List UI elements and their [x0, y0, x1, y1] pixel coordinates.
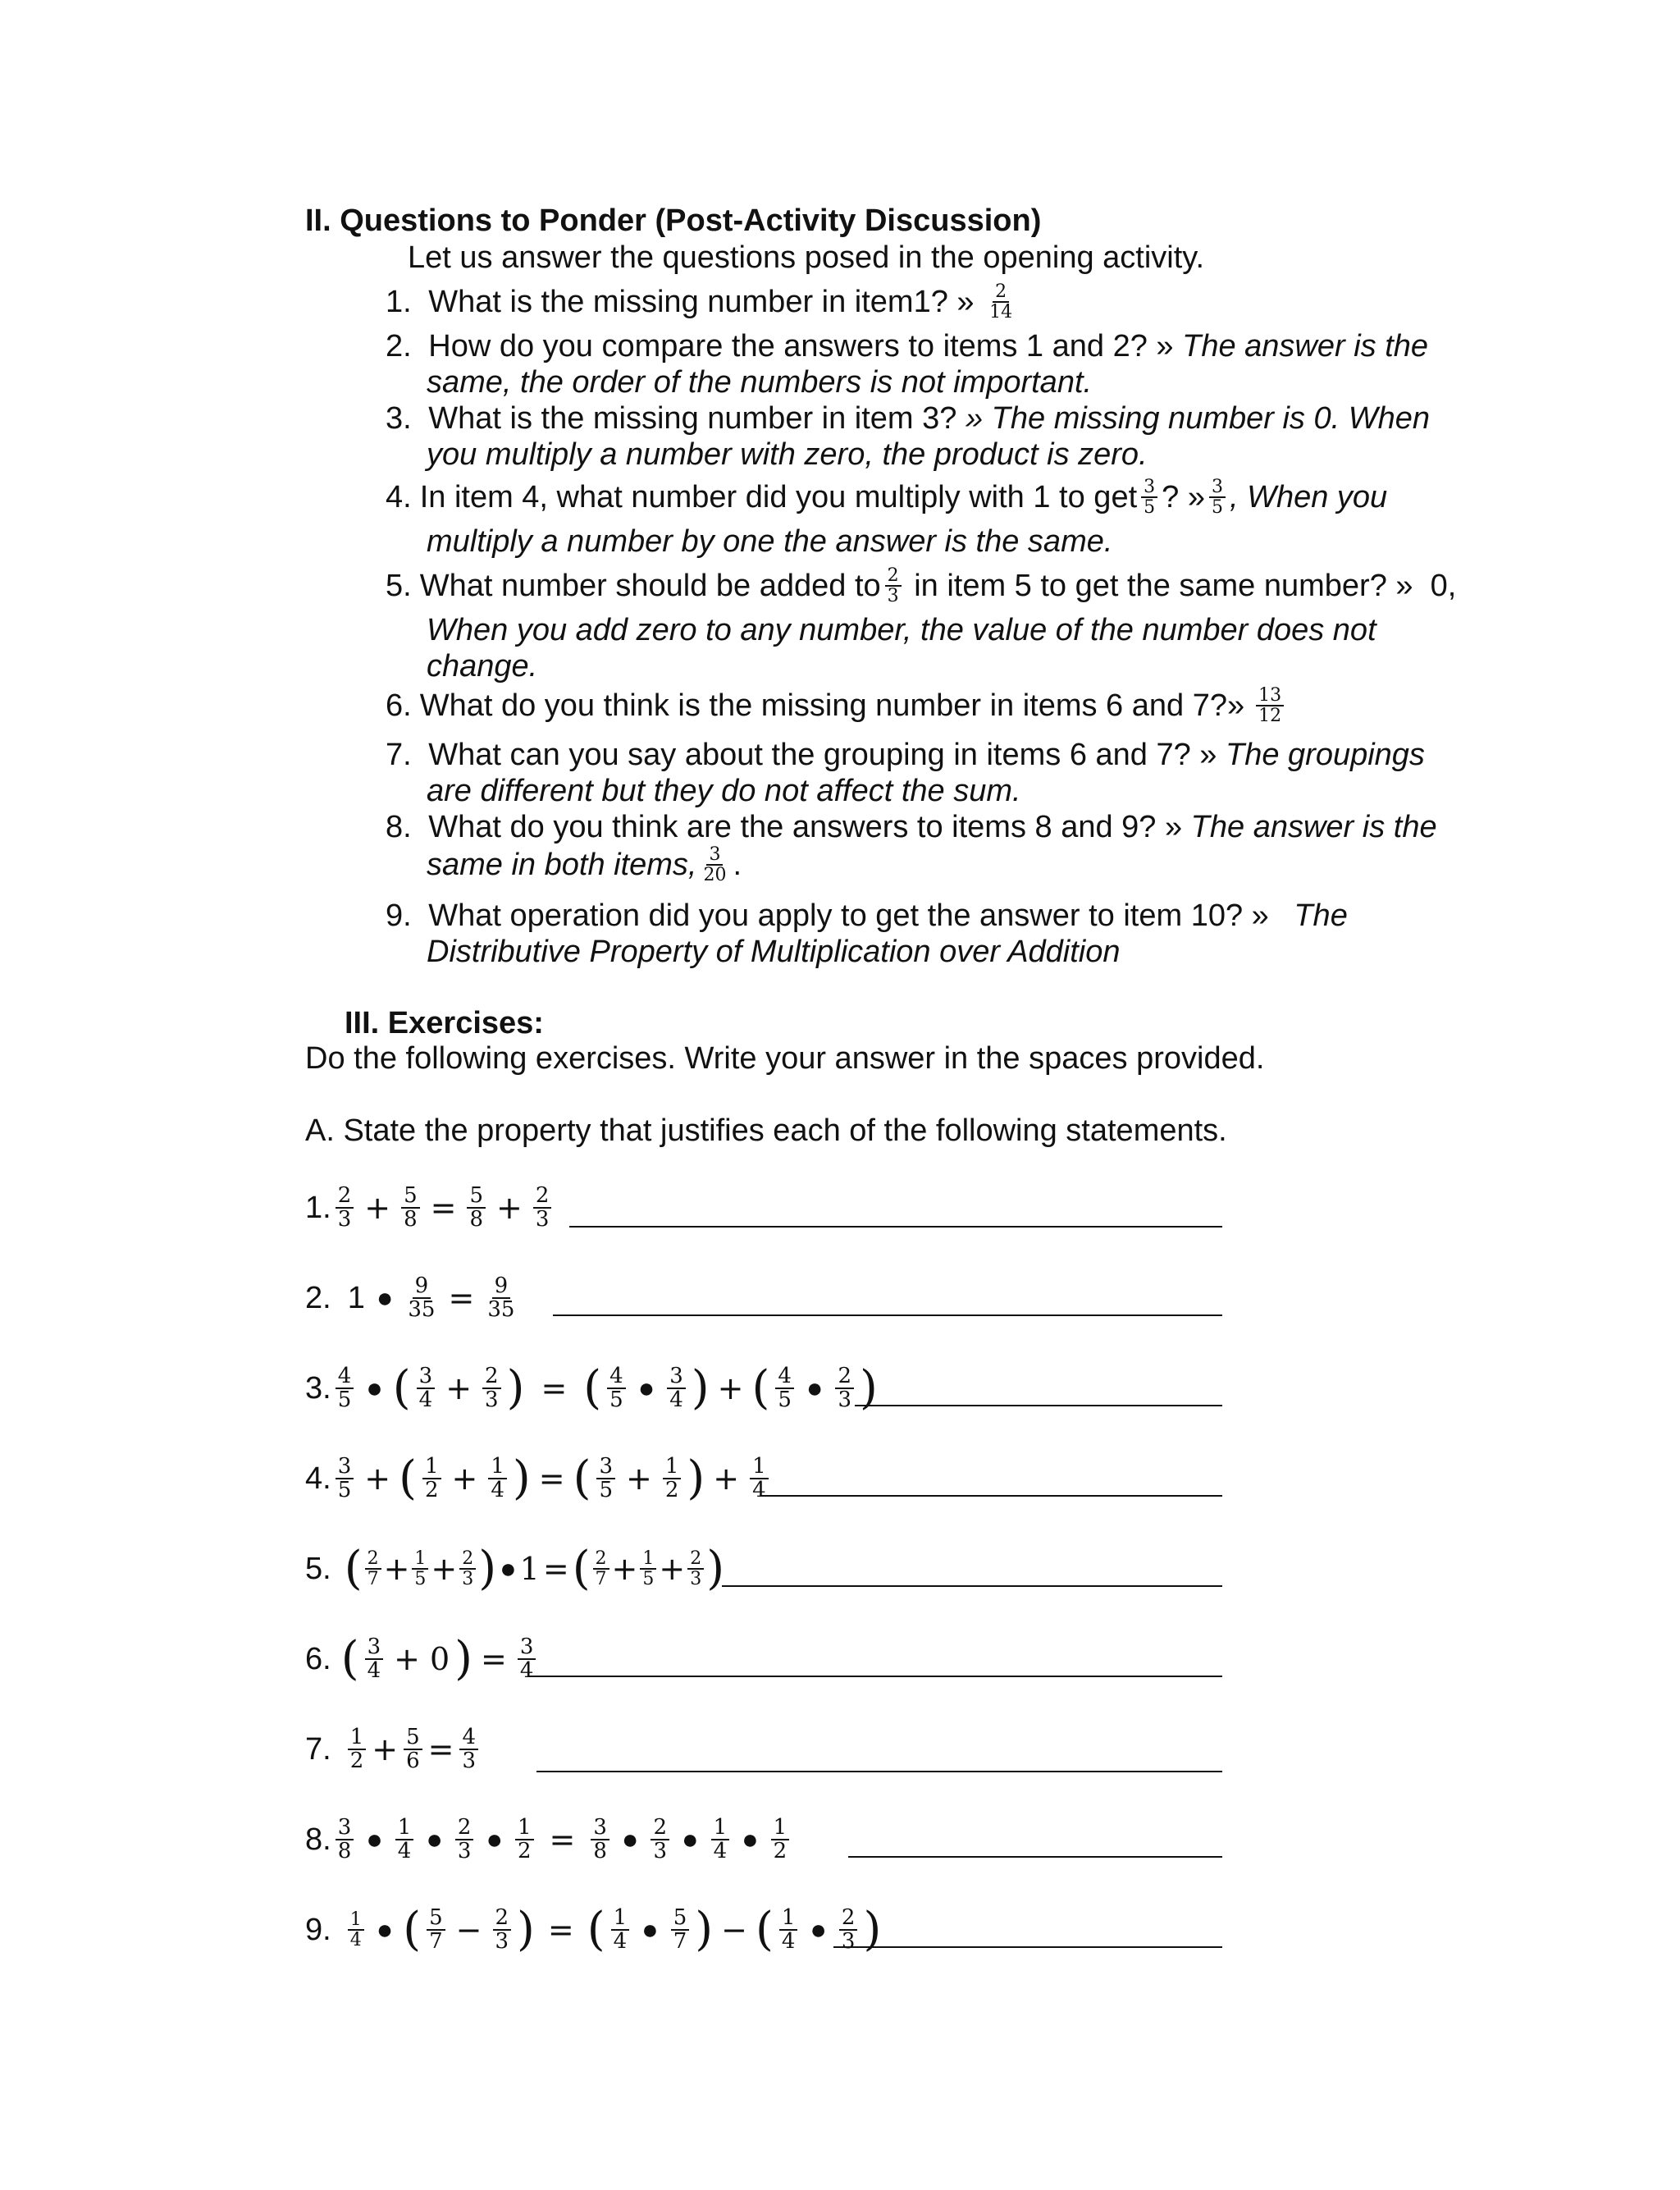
answer-line-5[interactable]	[722, 1585, 1222, 1587]
question-1: 1. What is the missing number in item1? » $\frac{2}{14}$	[386, 281, 1013, 323]
section-iii-intro: Do the following exercises. Write your answer in the spaces provided.	[305, 1041, 1265, 1076]
question-6: 6. What do you think is the missing number in items 6 and 7?» $\frac{13}{12}$	[386, 686, 1288, 725]
question-4: 4. In item 4, what number did you multiply with 1 to get $\frac{3}{5}$ ? » $\frac{3}{5}$ , When you	[386, 477, 1388, 519]
answer-line-6[interactable]	[528, 1676, 1222, 1677]
part-a-instruction: A. State the property that justifies each of the following statements.	[305, 1113, 1227, 1148]
exercise-6: 6. ( $\frac{3}{4}$ + 0 ) = $\frac{3}{4}$	[305, 1636, 540, 1683]
question-2: 2. How do you compare the answers to items 1 and 2? » The answer is the	[386, 329, 1429, 363]
question-7: 7. What can you say about the grouping in items 6 and 7? » The groupings	[386, 738, 1425, 772]
exercise-9: 9. $\frac{1}{4}$ ● ( $\frac{5}{7}$ − $\frac{2}{3}$ ) = ( $\frac{1}{4}$ ● $\frac{5}{7}$ ) − ( $\frac{1}{4}$ ● $\frac{2}{3}$ )	[305, 1903, 882, 1957]
answer-line-2[interactable]	[553, 1314, 1222, 1316]
exercise-3: 3. $\frac{4}{5}$ ● ( $\frac{3}{4}$ + $\frac{2}{3}$ ) = ( $\frac{4}{5}$ ● $\frac{3}{4}$ ) + ( $\frac{4}{5}$ ● $\frac{2}{3}$ )	[305, 1361, 878, 1415]
answer-line-7[interactable]	[536, 1771, 1222, 1772]
section-ii-intro: Let us answer the questions posed in the opening activity.	[408, 240, 1205, 275]
question-2-answer-cont: same, the order of the numbers is not important.	[427, 365, 1093, 400]
question-5: 5. What number should be added to $\frac{2}{3}$ in item 5 to get the same number? » 0,	[386, 565, 1457, 607]
question-3-answer-cont: you multiply a number with zero, the product is zero.	[427, 437, 1148, 472]
exercise-5: 5. ( $\frac{2}{7}$ + $\frac{1}{5}$ + $\frac{2}{3}$ ) ● 1 = ( $\frac{2}{7}$ + $\frac{1}{5}$ + $\frac{2}{3}$ )	[305, 1542, 725, 1595]
question-8-answer-cont: same in both items, $\frac{3}{20}$ .	[427, 844, 742, 886]
question-7-answer-cont: are different but they do not affect the sum.	[427, 774, 1021, 808]
question-3: 3. What is the missing number in item 3? » The missing number is 0. When	[386, 401, 1430, 436]
answer-line-9[interactable]	[833, 1946, 1222, 1948]
question-9-answer-cont: Distributive Property of Multiplication over Addition	[427, 935, 1121, 969]
question-8: 8. What do you think are the answers to items 8 and 9? » The answer is the	[386, 810, 1437, 844]
answer-line-1[interactable]	[569, 1226, 1222, 1228]
answer-line-3[interactable]	[855, 1405, 1222, 1406]
question-5-answer: When you add zero to any number, the value of the number does not	[427, 613, 1376, 647]
exercise-7: 7. $\frac{1}{2}$ + $\frac{5}{6}$ = $\frac{4}{3}$	[305, 1726, 482, 1773]
answer-line-4[interactable]	[761, 1495, 1222, 1497]
question-5-answer-cont: change.	[427, 649, 538, 684]
exercise-1: 1. $\frac{2}{3}$ + $\frac{5}{8}$ = $\frac{5}{8}$ + $\frac{2}{3}$	[305, 1185, 555, 1232]
section-ii-heading: II. Questions to Ponder (Post-Activity Discussion)	[305, 203, 1042, 238]
question-4-answer-cont: multiply a number by one the answer is the same.	[427, 524, 1113, 559]
section-iii-heading: III. Exercises:	[345, 1006, 544, 1040]
question-9: 9. What operation did you apply to get the answer to item 10? » The	[386, 898, 1348, 933]
exercise-8: 8. $\frac{3}{8}$ ● $\frac{1}{4}$ ● $\frac{2}{3}$ ● $\frac{1}{2}$ = $\frac{3}{8}$ ● $\frac{2}{3}$ ● $\frac{1}{4}$ ● $\frac{1}{2}$	[305, 1817, 793, 1863]
exercise-2: 2. 1 ● $\frac{9}{35}$ = $\frac{9}{35}$	[305, 1273, 515, 1323]
exercise-4: 4. $\frac{3}{5}$ + ( $\frac{1}{2}$ + $\frac{1}{4}$ ) = ( $\frac{3}{5}$ + $\frac{1}{2}$ ) + $\frac{1}{4}$	[305, 1456, 773, 1502]
answer-line-8[interactable]	[848, 1856, 1222, 1858]
